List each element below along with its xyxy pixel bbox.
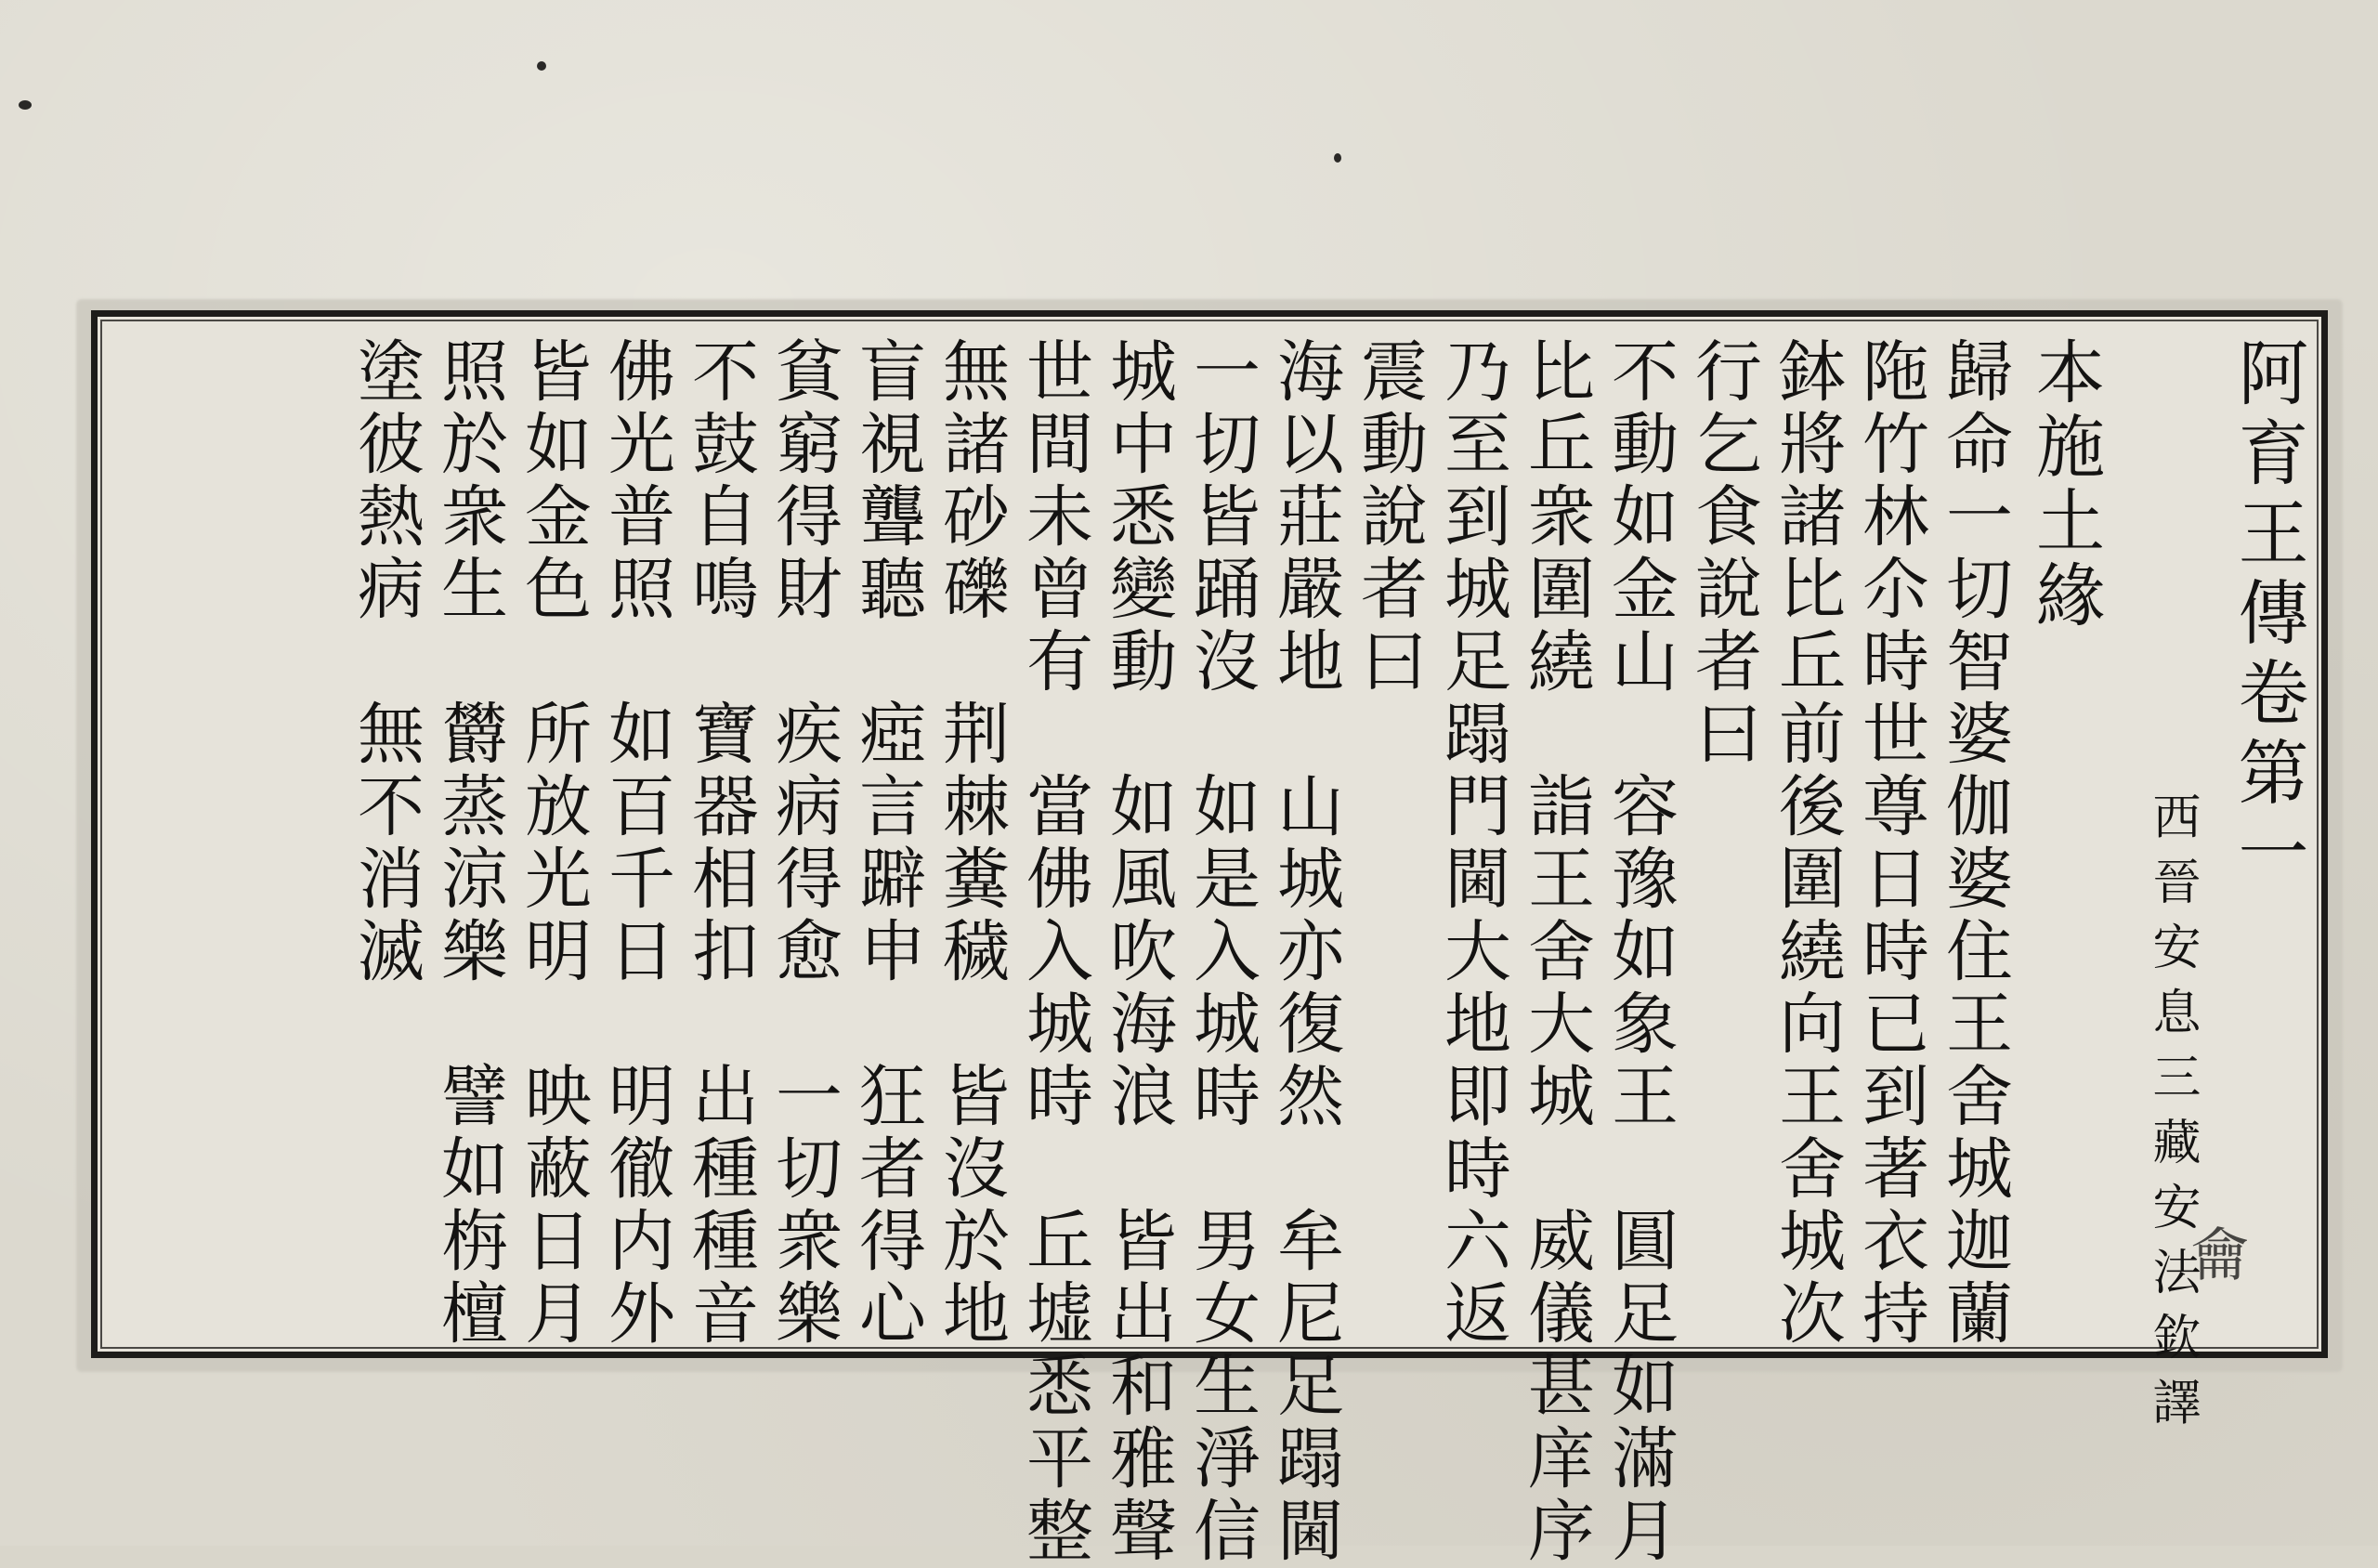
text-column: 行乞食說者曰 (1684, 336, 1762, 771)
verse-column: 佛光普照 如百千日 明徹内外 (597, 336, 675, 1351)
ink-speck (19, 100, 32, 110)
text-column: 陁竹林尒時世尊日時已到著衣持 (1851, 336, 1929, 1351)
verse-column: 不鼓自鳴 寶器相扣 出種種音 (681, 336, 759, 1351)
verse-column: 盲視聾聽 瘂言躃申 狂者得心 (848, 336, 926, 1351)
verse-column: 一切皆踊沒 如是入城時 男女生淨信 (1182, 336, 1261, 1568)
verse-column: 世間未曾有 當佛入城時 丘墟悉平整 (1015, 336, 1093, 1568)
vertical-text-block (158, 336, 2309, 1568)
text-column: 震動說者曰 (1350, 336, 1428, 699)
ink-speck (537, 61, 546, 71)
verse-column: 貧窮得財 疾病得愈 一切衆樂 (764, 336, 843, 1351)
section-heading: 本施土緣 (2025, 336, 2105, 634)
verse-column: 塗彼熱病 無不消滅 (346, 336, 425, 988)
verse-column: 不動如金山 容豫如象王 圓足如滿月 (1601, 336, 1679, 1568)
document-title: 阿育王傳卷第一 (2227, 336, 2309, 895)
seal-mark: 龠 (2181, 1224, 2249, 1282)
verse-column: 無諸砂礫 荆棘糞穢 皆沒於地 (932, 336, 1010, 1351)
ink-speck (1334, 153, 1341, 163)
text-column: 鉢將諸比丘前後圍繞向王舍城次 (1768, 336, 1846, 1351)
verse-column: 城中悉變動 如風吹海浪 皆出和雅聲 (1099, 336, 1177, 1568)
text-column: 乃至到城足蹋門閫大地即時六返 (1433, 336, 1511, 1351)
verse-column: 比丘衆圍繞 詣王舍大城 威儀甚庠序 (1517, 336, 1595, 1568)
verse-column: 皆如金色 所放光明 映蔽日月 (514, 336, 592, 1351)
verse-column: 海以莊嚴地 山城亦復然 牟尼足蹋閫 (1266, 336, 1344, 1568)
text-column: 歸命一切智婆伽婆住王舍城迦蘭 (1935, 336, 2013, 1351)
verse-column: 照於衆生 欝蒸涼樂 譬如栴檀 (430, 336, 508, 1351)
translator-line: 西晉安息三藏安法欽譯 (2144, 791, 2200, 1442)
